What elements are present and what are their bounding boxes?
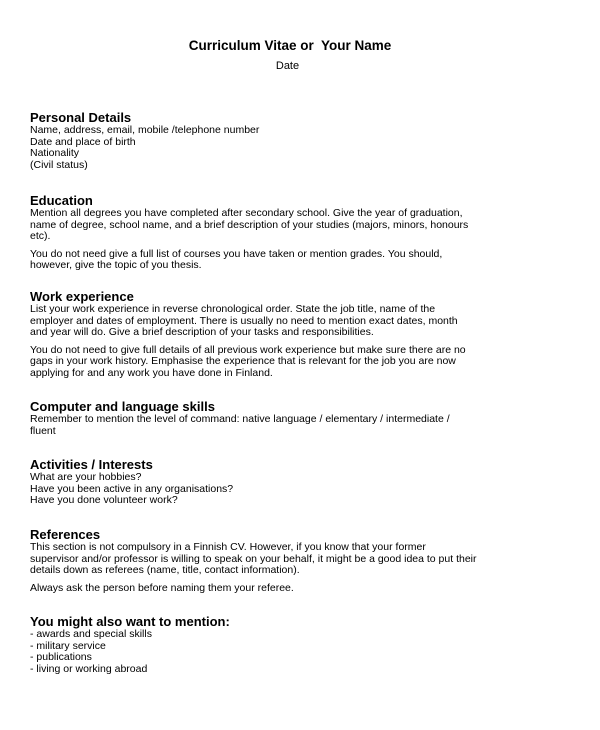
text-line: fluent [30, 424, 56, 437]
text-line: however, give the topic of you thesis. [30, 259, 202, 271]
text-line: Always ask the person before naming them your referee. [30, 581, 294, 594]
section-heading: Education [30, 193, 93, 208]
text-line: Remember to mention the level of command: native language / elementary / intermediate / [30, 413, 450, 425]
section-heading: Work experience [30, 289, 134, 304]
list-item: - awards and special skills [30, 628, 152, 640]
section-heading: Personal Details [30, 110, 132, 125]
section-references [30, 528, 578, 594]
section-personal-details [30, 111, 578, 171]
text-line: What are your hobbies? [30, 471, 142, 483]
text-line: Nationality [30, 147, 80, 159]
section-also-mention [30, 615, 578, 675]
list-item: - living or working abroad [30, 662, 148, 675]
text-line: and year will do. Give a brief description of your tasks and responsibilities. [30, 326, 374, 338]
section-computer-language-skills [30, 400, 578, 437]
text-line: Date and place of birth [30, 135, 136, 148]
section-work-experience [30, 290, 578, 379]
section-education [30, 194, 578, 272]
section-activities-interests [30, 458, 578, 507]
document-title: Curriculum Vitae or Your Name [188, 38, 392, 53]
list-item: - military service [30, 639, 106, 652]
text-line: gaps in your work history. Emphasise the experience that is relevant for the job you are now [30, 355, 456, 367]
document-date: Date [275, 60, 300, 72]
list-item: - publications [30, 651, 92, 663]
section-heading: Computer and language skills [30, 399, 215, 414]
section-heading: You might also want to mention: [30, 614, 230, 629]
text-line: name of degree, school name, and a brief description of your studies (majors, minors, honours [30, 218, 469, 231]
text-line: Mention all degrees you have completed after secondary school. Give the year of graduation, [30, 207, 463, 219]
text-line: applying for and any work you have done in Finland. [30, 366, 273, 379]
text-line: Have you done volunteer work? [30, 494, 178, 506]
text-line: Have you been active in any organisations? [30, 482, 234, 495]
text-line: employer and dates of employment. There is usually no need to mention exact dates, month [30, 314, 458, 327]
text-line: etc). [30, 230, 51, 242]
text-line: List your work experience in reverse chronological order. State the job title, name of the [30, 303, 436, 315]
text-line: You do not need give a full list of courses you have taken or mention grades. You should, [30, 247, 443, 260]
text-line: Name, address, email, mobile /telephone number [30, 124, 260, 136]
text-line: You do not need to give full details of all previous work experience but make sure there are no [30, 343, 466, 356]
text-line: This section is not compulsory in a Finnish CV. However, if you know that your former [30, 541, 426, 553]
text-line: (Civil status) [30, 158, 88, 171]
section-heading: References [30, 527, 101, 542]
text-line: details down as referees (name, title, contact information). [30, 564, 300, 576]
text-line: supervisor and/or professor is willing to speak on your behalf, it might be a good idea to put their [30, 552, 477, 565]
section-heading: Activities / Interests [30, 457, 153, 472]
